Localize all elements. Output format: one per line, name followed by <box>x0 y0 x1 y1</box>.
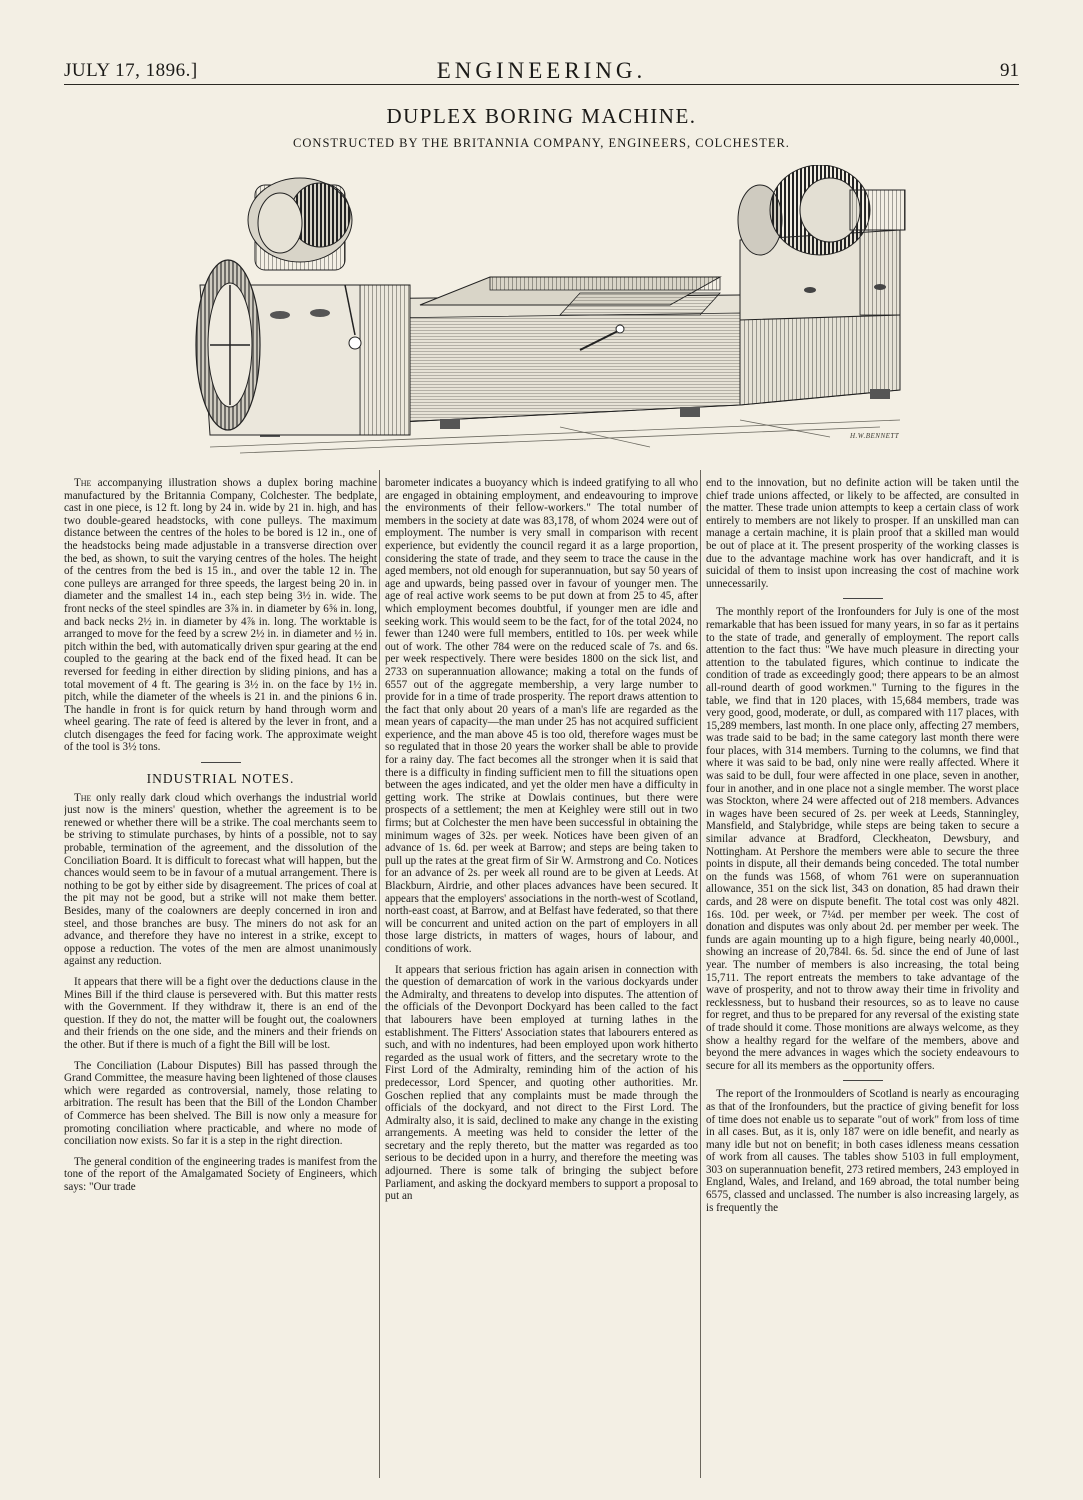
notes-p1: only really dark cloud which overhangs the industrial world just now is the miners' question, whether the agreement is to be renewed or whether there will be a strike. The coal merchants seem to be striving to stimulate purchases, by hints of a possible, not to say probable, termination of the agreement, and the dissolution of the Conciliation Board. It is difficult to forecast what will happen, but the chances would seem to be in favour of a mutual arrangement. There is nothing to be got by either side by disagreement. The prices of coal at the pit may not be good, but a strike will not make them better. Besides, many of the coalowners are deeply concerned in iron and steel, and those branches are busy. The miners do not ask for an advance, and therefore they have no interest in a strike, except to oppose a reduction. The votes of the men are almost unanimously against any reduction. <box>64 791 377 968</box>
boring-machine-illustration <box>180 165 920 455</box>
notes-paragraph <box>64 792 377 968</box>
page-number: 91 <box>1000 60 1019 81</box>
engraver-signature: H.W.BENNETT <box>850 432 900 440</box>
journal-title: ENGINEERING. <box>436 58 647 83</box>
right-headstock <box>738 165 905 320</box>
article-subtitle: CONSTRUCTED BY THE BRITANNIA COMPANY, ENGINEERS, COLCHESTER. <box>293 136 790 150</box>
article-intro: accompanying illustration shows a duplex boring machine manufactured by the Britannia Company, Colchester. The bedplate, cast in one piece, is 12 ft. long by 24 in. wide by 21 in. high, and has two double-geared headstocks, with cone pulleys. The maximum distance between the centres of the holes to be bored is 12 in., one of the headstocks being made adjustable in a transverse direction over the bed, as shown, to suit the varying centres of the holes. The height of the centres from the bed is 15 in., and over the table 12 in. The cone pulleys are arranged for three speeds, the largest being 20 in. in diameter and the smallest 14 in., each step being 3½ in. wide. The front necks of the steel spindles are 3⅞ in. in diameter by 6⅝ in. long, and back necks 2½ in. in diameter by 4⅞ in. long. The worktable is arranged to move for the feed by a screw 2½ in. in diameter and ½ in. pitch within the bed, with automatically driven spur gearing at the end coupled to the gearing at the back end of the fixed head. It can be reversed for feeding in either direction by sliding pinions, and has a total movement of 4 ft. The gearing is 3½ in. on the face by 1½ in. pitch, while the diameter of the wheels is 21 in. and the pinions 6 in. The handle in front is for quick return by hand through worm and wheel gearing. The rate of feed is altered by the lever in front, and a clutch disengages the feed for facing work. The approximate weight of the tool is 3½ tons. <box>64 477 377 754</box>
column-1 <box>64 477 377 1477</box>
section-rule <box>843 598 883 599</box>
lead-word: The <box>74 477 92 489</box>
notes-p5: barometer indicates a buoyancy which is indeed gratifying to all who are engaged in obtaining employment, and endeavouring to improve the environments of their fellow-workers." The total number of members in the society at date was 83,178, of whom 2024 were out of employment. The number is very small in comparison with recent experience, but evidently the council regard it as a large proportion, considering the state of trade, and they seem to trace the cause in the aged members, not old enough for superannuation, but say 50 years of age and upwards, being passed over in favour of younger men. The age of real active work seems to be put down at from 25 to 45, after which employment becomes doubtful, if younger men are idle and seeking work. This would seem to be the fact, for of the total 2024, no fewer than 1240 were full members, entitled to 10s. per week while out of work. The other 784 were on the reduced scale of 7s. and 6s. per week respectively. There were besides 1800 on the sick list, and 2733 on superannuation allowance; making a total on the funds of 6557 out of the aggregate membership, a very large number to provide for in a time of trade prosperity. The report draws attention to the fact that only about 20 years of a man's life are regarded as the mean years of capacity—the man under 25 has not acquired sufficient experience, and the man above 45 is too old, therefore wages must be so regulated that in those 20 years the worker shall be able to provide for a rainy day. The fact becomes all the stronger when it is said that there is a difficulty in finding sufficient men to fill the situations open between the ages indicated, and yet the older men have a difficulty in getting work. The strike at Dowlais continues, but there were prospects of a settlement; the men at Keighley were still out in two firms; but at Colchester the men have been successful in obtaining the minimum wages of 32s. per week. Notices have been given of an advance of 1s. 6d. per week at Barrow; and steps are being taken to pull up the rates at the great firm of Sir W. Armstrong and Co. Notices for an advance of 2s. per week all round are to be given at Leeds. At Blackburn, Airdrie, and other places advances have been secured. It appears that the employers' associations in the north-west of Scotland, north-east coast, at Barrow, and at Belfast have federated, so that there will be concurrent and united action on the part of employers in all those large districts, in matters of wages, hours of labour, and conditions of work. <box>385 477 698 955</box>
column-2 <box>385 477 698 1477</box>
left-headstock <box>196 178 410 435</box>
column-3 <box>706 477 1019 1477</box>
notes-p3: The Conciliation (Labour Disputes) Bill has passed through the Grand Committee, the measure having been lightened of those clauses which were regarded as controversial, namely, those relating to arbitration. The result has been that the Bill of the London Chamber of Commerce has been shelved. The Bill is now only a measure for promoting conciliation where practicable, and where no mode of conciliation now exists. So far it is a step in the right direction. <box>64 1059 377 1148</box>
boring-machine-engraving <box>180 165 920 455</box>
notes-p7: end to the innovation, but no definite action will be taken until the chief trade unions affected, or likely to be affected, are consulted in the matter. These trade union attempts to keep a certain class of work entirely to members are not likely to prosper. If an unskilled man can manage a certain machine, it is plain proof that a skilled man would be out of place at it. The present prosperity of the working classes is due to the advantage machine work has over handicraft, and it is suicidal of them to insist upon increasing the cost of machine work unnecessarily. <box>706 477 1019 590</box>
issue-date: JULY 17, 1896.] <box>64 60 198 81</box>
notes-p6: It appears that serious friction has again arisen in connection with the question of demarcation of work in the various dockyards under the Admiralty, and threatens to develop into disputes. The attention of the officials of the Devonport Dockyard has been called to the fact that labourers have been employed at turning lathes in the establishment. The Fitters' Association states that labourers entered as such, and with no indentures, had been employed upon work hitherto regarded as the usual work of fitters, and the secretary wrote to the First Lord of the Admiralty, reminding him of the action of his predecessor, Lord Spencer, and quoting other authorities. Mr. Goschen replied that any complaints must be made through the officials of the dockyard, and not direct to the First Lord. The Admiralty also, it is said, declined to make any change in the existing arrangements. A meeting was held to consider the letter of the secretary and the reply thereto, but the matter was regarded as too serious to be decided upon in a hurry, and therefore the meeting was adjourned. There is some talk of bringing the subject before Parliament, and asking the dockyard members to support a proposal to put an <box>385 963 698 1203</box>
lead-word: The <box>74 791 92 804</box>
section-rule <box>201 762 241 763</box>
column-rule <box>700 470 701 1478</box>
column-rule <box>379 470 380 1478</box>
running-head <box>64 58 1019 85</box>
notes-p8: The monthly report of the Ironfounders for July is one of the most remarkable that has been issued for many years, in so far as it pertains to the state of trade, and generally of employment. The report calls attention to the fact thus: "We have much pleasure in directing your attention to the tabulated figures, which continue to indicate the condition of trade as exceedingly good; there appears to be an almost all-round dearth of good workmen." Turning to the figures in the table, we find that in 120 places, with 15,684 members, trade was very good, good, moderate, or dull, as compared with 117 places, with 15,289 members, last month. In one place only, affecting 27 members, was trade said to be bad; in the same category last month there were four places, with 314 members. Turning to the columns, we find that where it was said to be bad, only nine were really affected. Where it was said to be dull, four were affected in one place, seven in another, four in another, and in one place not a single member. The worst place was Stockton, where 24 were affected out of 218 members. Advances in wages have been secured of 2s. per week at Leeds, Stanningley, Mansfield, and Stalybridge, while steps are being taken to secure a similar advance at Bradford, Cleckheaton, Dewsbury, and Nottingham. At Pershore the members were able to secure the three points in dispute, all their demands being conceded. The total number on the funds was 1568, of whom 761 were on superannuation allowance, 351 on the sick list, 343 on donation, 85 had drawn their cards, and 28 were on dispute benefit. The total cost was only 482l. 16s. 10d. per week, or 7¼d. per member per week. The cost of donation and disputes was only about 2d. per member per week. The funds are again mounting up to a high figure, being nearly 40,000l., showing an increase of 20,784l. 6s. 5d. since the end of June of last year. The number of members is also increasing, the total being 15,711. The report entreats the members to take advantage of the wave of prosperity, and not to throw away their time in frivolity and recklessness, but to husband their resources, so as to leave no cause for regret, and thus to be prepared for any reversal of the existing state of trade should it come. Those monitions are always welcome, as they show a healthy regard for the welfare of the members, above and beyond the mere advances in wages which the society endeavours to secure for all its members as the opportunity offers. <box>706 606 1019 1072</box>
article-title: DUPLEX BORING MACHINE. <box>386 104 697 128</box>
notes-p2: It appears that there will be a fight over the deductions clause in the Mines Bill if the third clause is persevered with. But this matter rests with the Government. If they withdraw it, there is an end of the question. If they do not, the matter will be fought out, the coalowners and their friends on the one side, and the miners and their friends on the other. But if there is much of a fight the Bill will be lost. <box>64 975 377 1051</box>
article-body <box>64 477 377 754</box>
notes-heading: INDUSTRIAL NOTES. <box>146 771 295 787</box>
section-rule <box>843 1080 883 1081</box>
notes-p9: The report of the Ironmoulders of Scotland is nearly as encouraging as that of the Ironfounders, but the practice of giving benefit for loss of time does not enable us to separate "out of work" from loss of time in all cases. But, as it is, only 187 were on idle benefit, and nearly as many idle but not on benefit; in both cases idleness means cessation of work from all causes. The tables show 5103 in full employment, 303 on superannuation benefit, 273 retired members, 243 employed in England, Wales, and Ireland, and 169 abroad, the total number being 6575, classed and unclassed. The number is also increasing largely, as is frequently the <box>706 1088 1019 1214</box>
notes-p4: The general condition of the engineering trades is manifest from the tone of the report of the Amalgamated Society of Engineers, which says: "Our trade <box>64 1155 377 1193</box>
